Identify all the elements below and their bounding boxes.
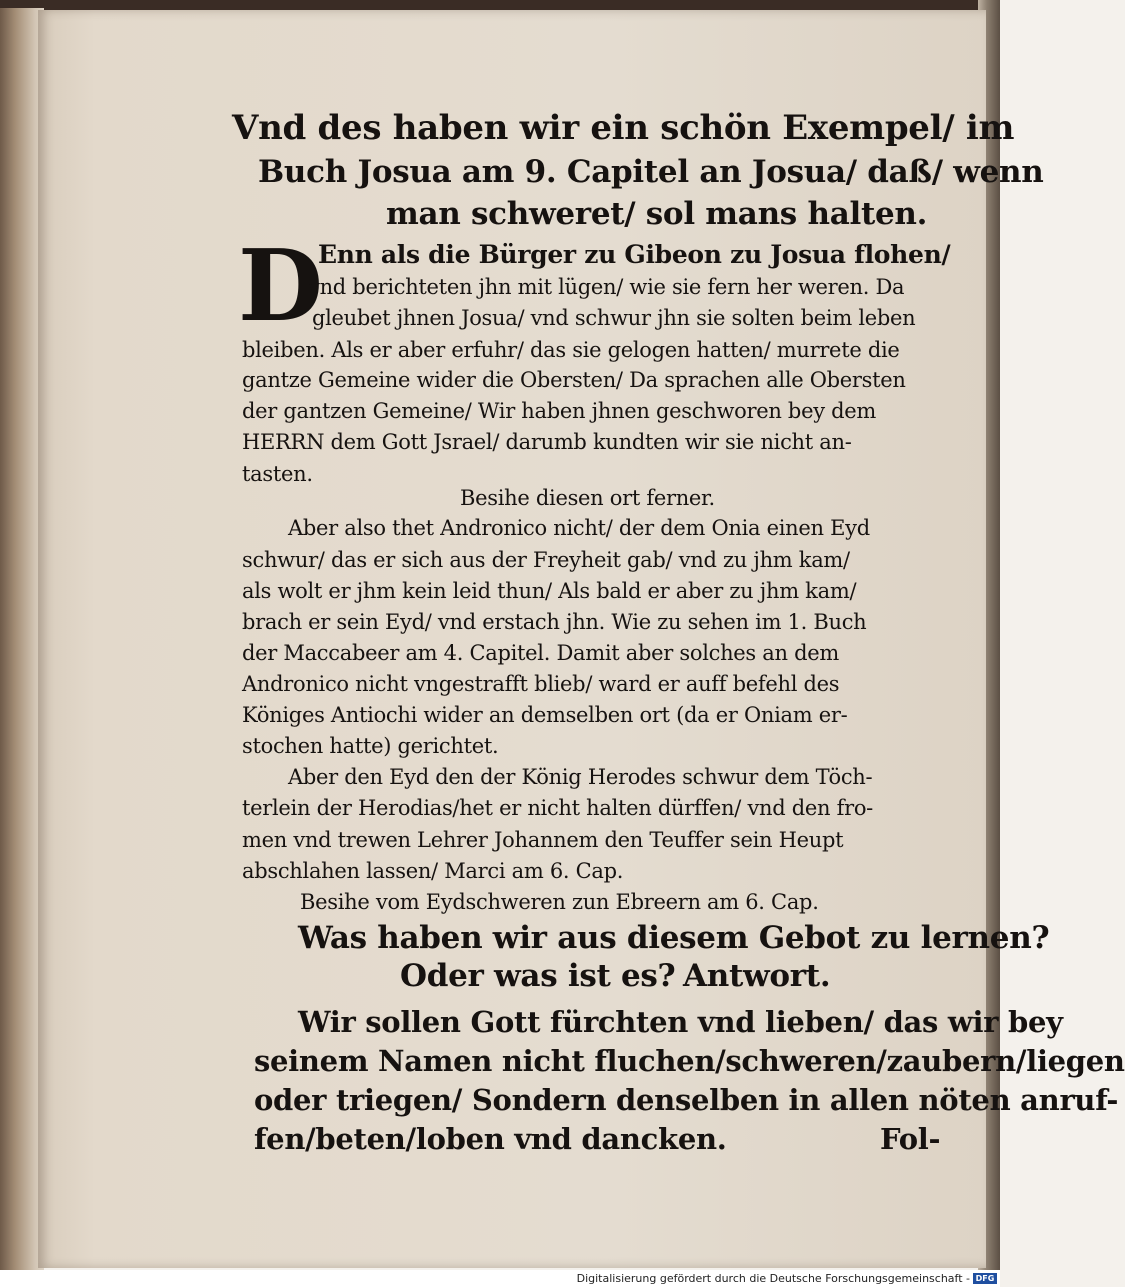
paragraph2-line-5: der Maccabeer am 4. Capitel. Damit aber solches an dem bbox=[242, 641, 839, 665]
cross-reference-note-2: Besihe vom Eydschweren zun Ebreern am 6. Cap. bbox=[300, 890, 819, 914]
paragraph3-line-2: terlein der Herodias/het er nicht halten dürffen/ vnd den fro- bbox=[242, 796, 873, 820]
catchword: Fol- bbox=[880, 1122, 941, 1156]
paragraph1-line-1: Enn als die Bürger zu Gibeon zu Josua flohen/ bbox=[318, 240, 951, 269]
heading-line-2: Buch Josua am 9. Capitel an Josua/ daß/ wenn bbox=[258, 154, 1044, 190]
paragraph1-line-4: bleiben. Als er aber erfuhr/ das sie gelogen hatten/ murrete die bbox=[242, 338, 900, 362]
answer-line-4: fen/beten/loben vnd dancken. bbox=[254, 1122, 727, 1156]
paragraph1-line-2: vnd berichteten jhn mit lügen/ wie sie fern her weren. Da bbox=[308, 275, 905, 299]
paragraph2-line-1: Aber also thet Andronico nicht/ der dem Onia einen Eyd bbox=[288, 516, 870, 540]
paragraph3-line-1: Aber den Eyd den der König Herodes schwur dem Töch- bbox=[288, 765, 873, 789]
paragraph1-line-5: gantze Gemeine wider die Obersten/ Da sprachen alle Obersten bbox=[242, 368, 906, 392]
cross-reference-note-1: Besihe diesen ort ferner. bbox=[460, 486, 715, 510]
paragraph2-line-4: brach er sein Eyd/ vnd erstach jhn. Wie zu sehen im 1. Buch bbox=[242, 610, 867, 634]
funding-credit: Digitalisierung gefördert durch die Deutsche Forschungsgemeinschaft - bbox=[576, 1272, 970, 1285]
heading-line-1: Vnd des haben wir ein schön Exempel/ im bbox=[232, 108, 1015, 148]
question-line-2: Oder was ist es? bbox=[400, 958, 676, 994]
paragraph1-line-3: gleubet jhnen Josua/ vnd schwur jhn sie solten beim leben bbox=[312, 306, 916, 330]
paragraph3-line-4: abschlahen lassen/ Marci am 6. Cap. bbox=[242, 859, 624, 883]
paragraph3-line-3: men vnd trewen Lehrer Johannem den Teuffer sein Heupt bbox=[242, 828, 844, 852]
answer-label: Antwort. bbox=[683, 958, 831, 994]
answer-line-2: seinem Namen nicht fluchen/schweren/zaubern/liegen bbox=[254, 1044, 1125, 1078]
paragraph2-line-3: als wolt er jhm kein leid thun/ Als bald er aber zu jhm kam/ bbox=[242, 579, 857, 603]
paragraph1-line-7: HERRN dem Gott Jsrael/ darumb kundten wir sie nicht an- bbox=[242, 430, 852, 454]
dfg-logo: DFG bbox=[973, 1273, 997, 1284]
paragraph2-line-7: Königes Antiochi wider an demselben ort (da er Oniam er- bbox=[242, 703, 848, 727]
paragraph2-line-6: Andronico nicht vngestrafft blieb/ ward er auff befehl des bbox=[242, 672, 840, 696]
answer-line-1: Wir sollen Gott fürchten vnd lieben/ das wir bey bbox=[298, 1005, 1063, 1039]
heading-line-3: man schweret/ sol mans halten. bbox=[386, 196, 928, 232]
paragraph1-line-6: der gantzen Gemeine/ Wir haben jhnen geschworen bey dem bbox=[242, 399, 877, 423]
paragraph2-line-2: schwur/ das er sich aus der Freyheit gab/ vnd zu jhm kam/ bbox=[242, 548, 850, 572]
drop-cap-letter: D bbox=[238, 229, 323, 344]
paragraph1-line-8: tasten. bbox=[242, 462, 313, 486]
answer-line-3: oder triegen/ Sondern denselben in allen nöten anruf- bbox=[254, 1083, 1119, 1117]
question-line-1: Was haben wir aus diesem Gebot zu lernen? bbox=[298, 920, 1050, 956]
paragraph2-line-8: stochen hatte) gerichtet. bbox=[242, 734, 499, 758]
